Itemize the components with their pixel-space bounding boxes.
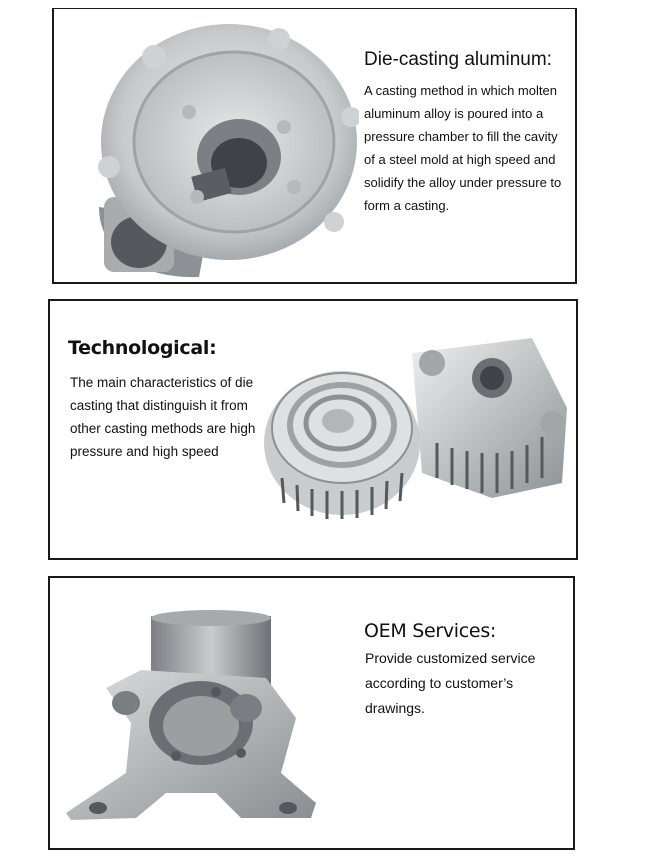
- section-description: Provide customized service according to customer’s drawings.: [365, 650, 536, 716]
- bracket-housing-image: [66, 608, 328, 840]
- heatsink-parts-image: [262, 333, 572, 528]
- aluminum-housing-image: [79, 17, 359, 282]
- section-technological: [48, 299, 578, 560]
- section-title: Die-casting aluminum:: [364, 49, 552, 70]
- section-oem: [48, 576, 575, 850]
- section-die-casting: [52, 8, 577, 284]
- section-description: A casting method in which molten aluminum alloy is poured into a pressure chamber to fill the cavity of a steel mold at high speed and solidify the alloy under pressure to form a casting.: [364, 83, 562, 213]
- section-title: Technological:: [68, 337, 217, 359]
- section-description: The main characteristics of die casting that distinguish it from other casting methods are high pressure and high speed: [70, 375, 256, 459]
- section-title: OEM Services:: [364, 620, 497, 642]
